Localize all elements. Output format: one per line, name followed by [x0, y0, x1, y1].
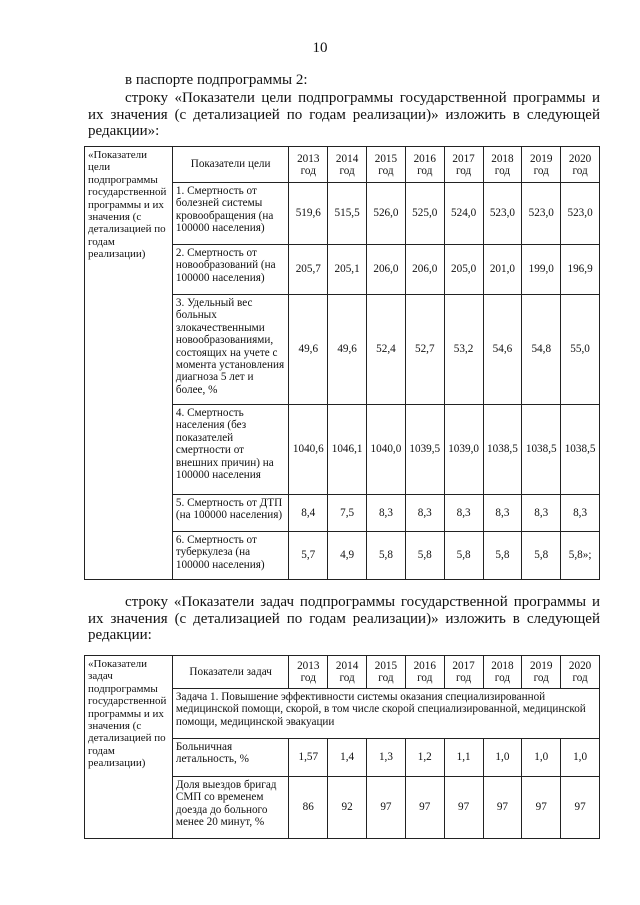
value-cell: 1,3 [367, 739, 406, 777]
year-header: 2016 год [405, 147, 444, 183]
value-cell: 523,0 [561, 183, 600, 245]
value-cell: 8,3 [522, 495, 561, 532]
indicator-name: 5. Смертность от ДТП (на 100000 населения) [172, 495, 288, 532]
indicator-name: Больничная летальность, % [172, 739, 288, 777]
year-header: 2013 год [289, 656, 328, 689]
year-header: 2015 год [367, 147, 406, 183]
value-cell: 49,6 [289, 295, 328, 405]
year-header: 2018 год [483, 656, 522, 689]
value-cell: 97 [367, 777, 406, 839]
value-cell: 205,0 [444, 245, 483, 295]
value-cell: 519,6 [289, 183, 328, 245]
value-cell: 1038,5 [522, 405, 561, 495]
year-header: 2016 год [405, 656, 444, 689]
value-cell: 52,4 [367, 295, 406, 405]
indicator-name: Доля выездов бригад СМП со временем доезда до больного менее 20 минут, % [172, 777, 288, 839]
table-header-row [85, 656, 600, 689]
value-cell: 97 [483, 777, 522, 839]
value-cell: 523,0 [522, 183, 561, 245]
year-header: 2020 год [561, 147, 600, 183]
value-cell: 525,0 [405, 183, 444, 245]
column-header: Показатели задач [172, 656, 288, 689]
indicator-name: 2. Смертность от новообразований (на 100000 населения) [172, 245, 288, 295]
value-cell: 54,6 [483, 295, 522, 405]
tasks-table [84, 655, 600, 839]
year-header: 2017 год [444, 656, 483, 689]
value-cell: 196,9 [561, 245, 600, 295]
column-header: Показатели цели [172, 147, 288, 183]
intro-paragraph: строку «Показатели цели подпрограммы государственной программы и их значения (с детализацией по годам реализации)» изложить в следующей редакции»: [88, 90, 600, 139]
value-cell: 8,4 [289, 495, 328, 532]
value-cell: 1039,0 [444, 405, 483, 495]
value-cell: 206,0 [367, 245, 406, 295]
value-cell: 1038,5 [483, 405, 522, 495]
value-cell: 5,8 [405, 532, 444, 580]
year-header: 2019 год [522, 147, 561, 183]
value-cell: 1038,5 [561, 405, 600, 495]
indicator-name: 6. Смертность от туберкулеза (на 100000 населения) [172, 532, 288, 580]
value-cell: 206,0 [405, 245, 444, 295]
value-cell: 201,0 [483, 245, 522, 295]
value-cell: 8,3 [483, 495, 522, 532]
value-cell: 1,1 [444, 739, 483, 777]
value-cell: 5,8 [483, 532, 522, 580]
value-cell: 1,0 [522, 739, 561, 777]
value-cell: 8,3 [561, 495, 600, 532]
value-cell: 1,57 [289, 739, 328, 777]
year-header: 2020 год [561, 656, 600, 689]
value-cell: 55,0 [561, 295, 600, 405]
value-cell: 49,6 [328, 295, 367, 405]
value-cell: 1039,5 [405, 405, 444, 495]
value-cell: 1046,1 [328, 405, 367, 495]
value-cell: 5,8 [444, 532, 483, 580]
year-header: 2014 год [328, 147, 367, 183]
table-header-row [85, 147, 600, 183]
value-cell: 54,8 [522, 295, 561, 405]
goals-table [84, 146, 600, 580]
value-cell: 1,0 [483, 739, 522, 777]
value-cell: 8,3 [367, 495, 406, 532]
value-cell: 8,3 [405, 495, 444, 532]
indicator-name: 4. Смертность населения (без показателей смертности от внешних причин) на 100000 населения [172, 405, 288, 495]
value-cell: 97 [405, 777, 444, 839]
value-cell: 523,0 [483, 183, 522, 245]
value-cell: 1,2 [405, 739, 444, 777]
value-cell: 5,8»; [561, 532, 600, 580]
year-header: 2017 год [444, 147, 483, 183]
value-cell: 205,1 [328, 245, 367, 295]
value-cell: 205,7 [289, 245, 328, 295]
value-cell: 515,5 [328, 183, 367, 245]
value-cell: 526,0 [367, 183, 406, 245]
indicator-name: 1. Смертность от болезней системы кровообращения (на 100000 населения) [172, 183, 288, 245]
value-cell: 8,3 [444, 495, 483, 532]
value-cell: 1,0 [561, 739, 600, 777]
year-header: 2014 год [328, 656, 367, 689]
task-description: Задача 1. Повышение эффективности системы оказания специализированной медицинской помощи, скорой, в том числе скорой специализированной, медицинской помощи, медицинской эвакуации [172, 689, 599, 739]
intro-line: в паспорте подпрограммы 2: [125, 72, 308, 88]
year-header: 2015 год [367, 656, 406, 689]
value-cell: 92 [328, 777, 367, 839]
value-cell: 5,7 [289, 532, 328, 580]
value-cell: 86 [289, 777, 328, 839]
value-cell: 1040,0 [367, 405, 406, 495]
year-header: 2018 год [483, 147, 522, 183]
page-number: 10 [312, 40, 328, 56]
row-label-cell: «Показатели задач подпрограммы государственной программы и их значения (с детализацией по годам реализации) [85, 656, 173, 839]
row-label-cell: «Показатели цели подпрограммы государственной программы и их значения (с детализацией по годам реализации) [85, 147, 173, 580]
value-cell: 5,8 [367, 532, 406, 580]
value-cell: 97 [522, 777, 561, 839]
value-cell: 7,5 [328, 495, 367, 532]
value-cell: 1040,6 [289, 405, 328, 495]
value-cell: 4,9 [328, 532, 367, 580]
value-cell: 199,0 [522, 245, 561, 295]
year-header: 2019 год [522, 656, 561, 689]
value-cell: 5,8 [522, 532, 561, 580]
value-cell: 97 [561, 777, 600, 839]
value-cell: 52,7 [405, 295, 444, 405]
value-cell: 524,0 [444, 183, 483, 245]
year-header: 2013 год [289, 147, 328, 183]
value-cell: 97 [444, 777, 483, 839]
second-paragraph: строку «Показатели задач подпрограммы государственной программы и их значения (с детализацией по годам реализации)» изложить в следующей редакции: [88, 594, 600, 643]
value-cell: 53,2 [444, 295, 483, 405]
value-cell: 1,4 [328, 739, 367, 777]
indicator-name: 3. Удельный вес больных злокачественными новообразованиями, состоящих на учете с момента установления диагноза 5 лет и более, % [172, 295, 288, 405]
